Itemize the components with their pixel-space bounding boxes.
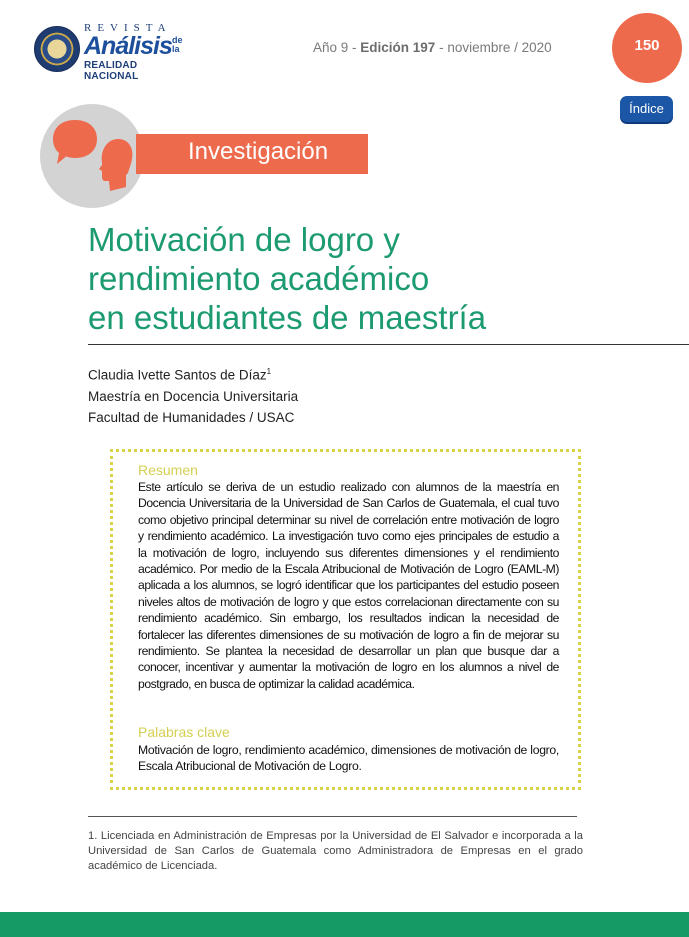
footnote-mark: 1	[266, 367, 272, 376]
author-program: Maestría en Docencia Universitaria	[88, 388, 299, 404]
page-number-badge: 150	[612, 13, 682, 83]
author-faculty: Facultad de Humanidades / USAC	[88, 409, 295, 425]
title-line: en estudiantes de maestría	[88, 299, 487, 336]
article-title	[88, 220, 648, 337]
magazine-logo	[34, 22, 194, 82]
logo-realidad-text: REALIDAD NACIONAL	[84, 60, 139, 82]
keywords-heading: Palabras clave	[138, 724, 230, 740]
title-line: rendimiento académico	[88, 260, 430, 297]
keywords-text: Motivación de logro, rendimiento académico, dimensiones de motivación de logro, Escala Atribucional de Motivación de Logro.	[138, 743, 559, 774]
university-seal-icon	[34, 26, 80, 72]
issue-year: Año 9	[313, 40, 349, 55]
logo-revista-text: REVISTA	[84, 22, 172, 34]
footnote: 1. Licenciada en Administración de Empresas por la Universidad de El Salvador e incorporada a la Universidad de San Carlos de Guatemala como Administradora de Empresas en el grado académico de Licenciada.	[88, 830, 583, 872]
abstract-text: Este artículo se deriva de un estudio realizado con alumnos de la maestría en Docencia Universitaria de la Universidad de San Carlos de Guatemala, el cual tuvo como objetivo principal determinar su nivel de correlación entre motivación de logro y rendimiento académico. La investigación tuvo como ejes principales de estudio a la motivación de logro, incluyendo sus diferentes dimensiones y el rendimiento académico. Por medio de la Escala Atribucional de Motivación de Logro (EAML-M) aplicada a los alumnos, se logró identificar que los participantes del estudio poseen niveles altos de motivación de logro y que estos correlacionan directamente con su rendimiento académico. Sin embargo, los resultados indican la necesidad de fortalecer las diferentes dimensiones de su motivación de logro a fin de mejorar su rendimiento. Se plantea la necesidad de desarrollar un plan que busque dar a conocer, incentivar y aumentar la motivación de logro en los alumnos a nivel de postgrado, en busca de optimizar la calidad académica.	[138, 480, 559, 691]
logo-dela-text: de la	[172, 35, 183, 54]
speech-bubble-icon	[51, 117, 99, 167]
logo-analisis-text: Análisis	[84, 32, 172, 60]
author-name: Claudia Ivette Santos de Díaz	[88, 367, 267, 383]
abstract-heading: Resumen	[138, 462, 198, 478]
index-button[interactable]: Índice	[620, 96, 673, 122]
issue-date: noviembre / 2020	[447, 40, 552, 55]
person-head-icon	[96, 135, 136, 195]
issue-separator: -	[348, 40, 361, 55]
issue-edition: Edición 197	[360, 40, 436, 55]
issue-separator: -	[435, 40, 448, 55]
title-rule	[88, 344, 689, 345]
author-block	[88, 361, 298, 428]
footer-bar	[0, 912, 689, 937]
footnote-rule	[88, 816, 577, 817]
issue-info	[313, 40, 552, 55]
section-label: Investigación	[188, 138, 329, 165]
title-line: Motivación de logro y	[88, 221, 400, 258]
